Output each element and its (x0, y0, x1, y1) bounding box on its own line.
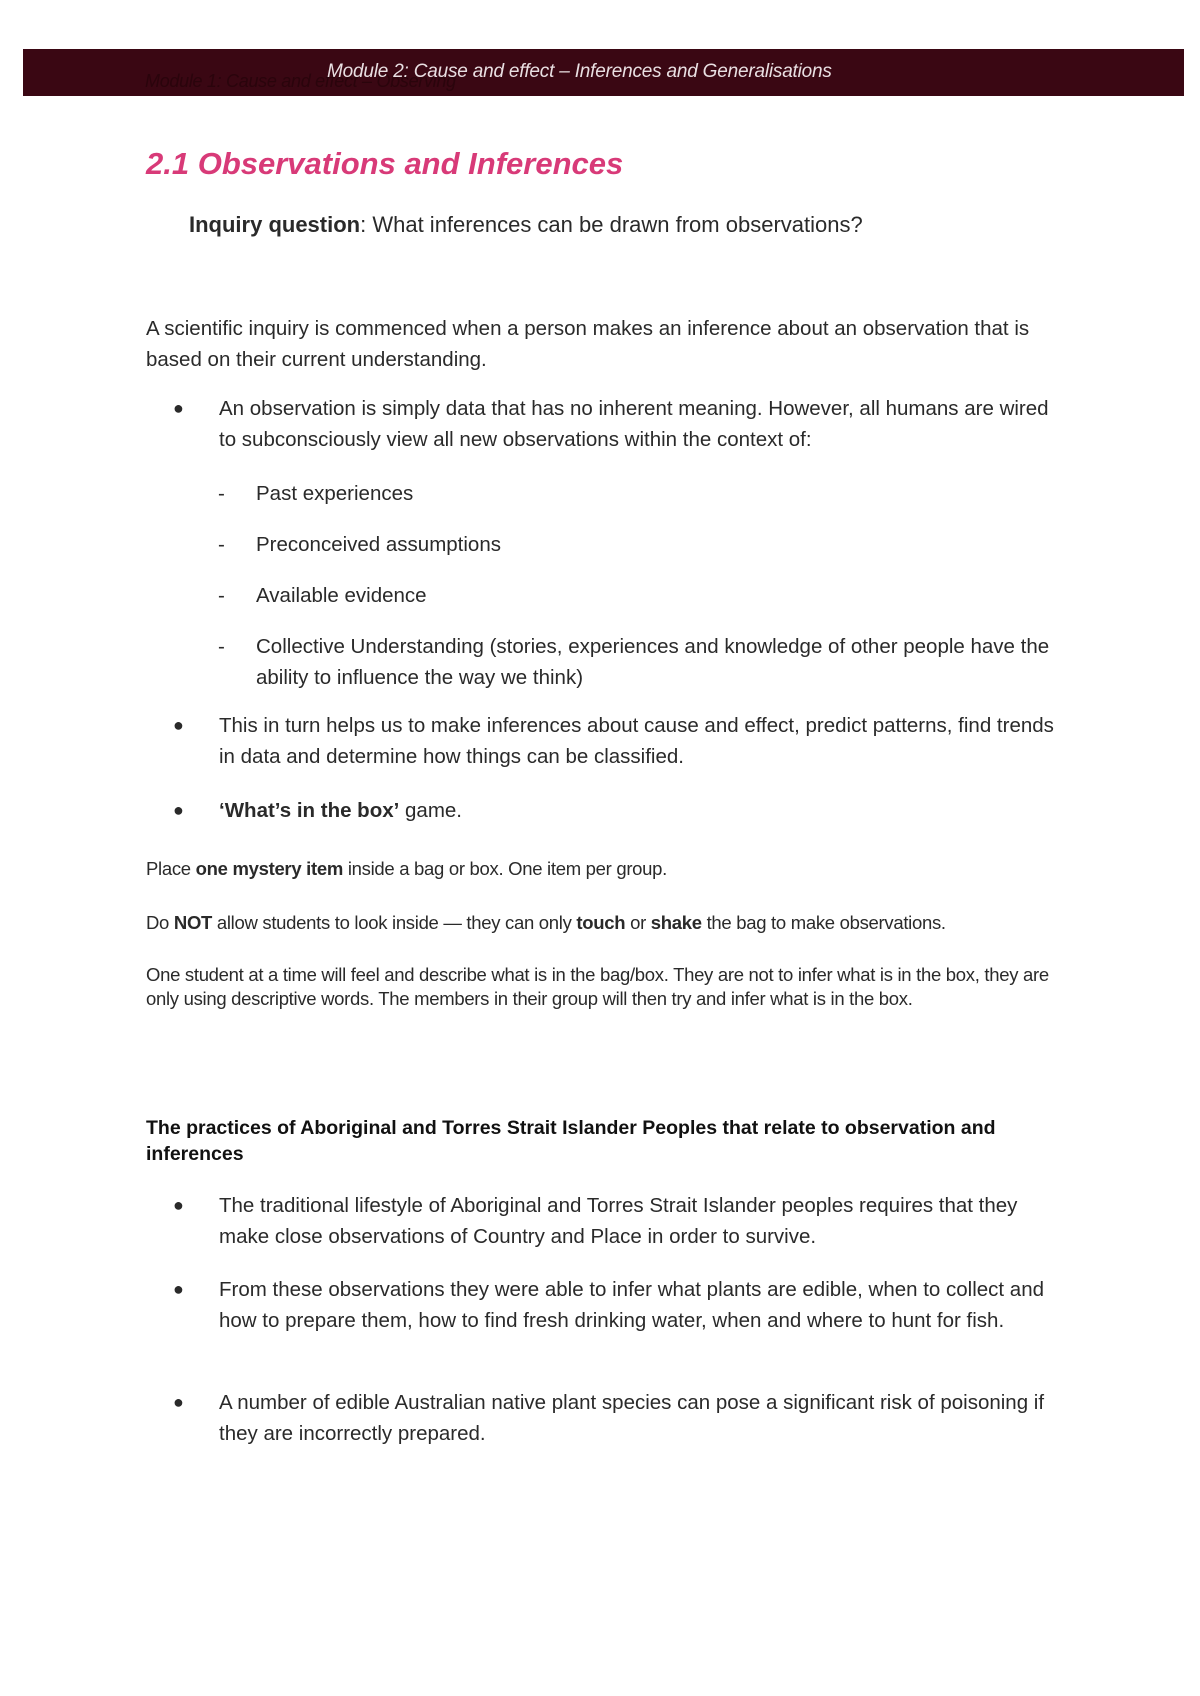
bullet-item (173, 393, 1066, 455)
game-instruction-3: One student at a time will feel and describe what is in the bag/box. They are not to infer what is in the box, they are only using descriptive words. The members in their group will then try and infer what is in the box. (146, 964, 1049, 1009)
game-instruction-1: Place one mystery item inside a bag or box. One item per group. (146, 858, 667, 879)
dash-text: Past experiences (256, 482, 414, 505)
game-title: ‘What’s in the box’ (219, 799, 400, 822)
dash-item (218, 631, 1066, 693)
bullet-icon: ● (173, 1392, 184, 1412)
intro-paragraph: A scientific inquiry is commenced when a person makes an inference about an observation that is based on their current understanding. (146, 317, 1030, 371)
bullet-item (173, 710, 1066, 772)
aboriginal-bullet (173, 1190, 1066, 1252)
bullet-text: The traditional lifestyle of Aboriginal and Torres Strait Islander peoples requires that they make close observations of Country and Place in order to survive. (219, 1194, 1018, 1248)
bullet-icon: ● (173, 1195, 184, 1215)
aboriginal-heading: The practices of Aboriginal and Torres Strait Islander Peoples that relate to observation and inferences (146, 1117, 996, 1165)
section-heading: 2.1 Observations and Inferences (146, 146, 624, 181)
game-bullet (173, 795, 1066, 826)
aboriginal-bullet (173, 1274, 1066, 1336)
inquiry-text: : What inferences can be drawn from observations? (360, 212, 863, 237)
dash-item (218, 580, 1066, 611)
dash-icon: - (218, 635, 225, 658)
dash-icon: - (218, 584, 225, 607)
inquiry-question (189, 212, 863, 238)
bullet-text: From these observations they were able to infer what plants are edible, when to collect and how to prepare them, how to find fresh drinking water, when and where to hunt for fish. (219, 1278, 1045, 1332)
bullet-icon: ● (173, 1279, 184, 1299)
mystery-item-emphasis: one mystery item (195, 858, 343, 879)
dash-icon: - (218, 533, 225, 556)
dash-item (218, 529, 1066, 560)
dash-item (218, 478, 1066, 509)
bullet-icon: ● (173, 398, 184, 418)
inquiry-label: Inquiry question (189, 212, 361, 237)
aboriginal-bullet (173, 1387, 1066, 1449)
dash-icon: - (218, 482, 225, 505)
header-bar (23, 49, 1184, 96)
dash-text: Preconceived assumptions (256, 533, 501, 556)
dash-text: Collective Understanding (stories, experiences and knowledge of other people have the ability to influence the way we think) (256, 635, 1050, 689)
bullet-icon: ● (173, 715, 184, 735)
bullet-icon: ● (173, 800, 184, 820)
game-suffix: game. (399, 799, 462, 822)
dash-text: Available evidence (256, 584, 427, 607)
bullet-text: A number of edible Australian native plant species can pose a significant risk of poisoning if they are incorrectly prepared. (219, 1391, 1045, 1445)
game-instruction-2: Do NOT allow students to look inside — they can only touch or shake the bag to make observations. (146, 912, 946, 933)
bullet-text: An observation is simply data that has no inherent meaning. However, all humans are wired to subconsciously view all new observations within the context of: (219, 397, 1049, 451)
header-title: Module 2: Cause and effect – Inferences and Generalisations (327, 61, 832, 82)
header-ghost-title: Module 1: Cause and effect – Observing (145, 71, 456, 91)
bullet-text: This in turn helps us to make inferences about cause and effect, predict patterns, find trends in data and determine how things can be classified. (219, 714, 1054, 768)
